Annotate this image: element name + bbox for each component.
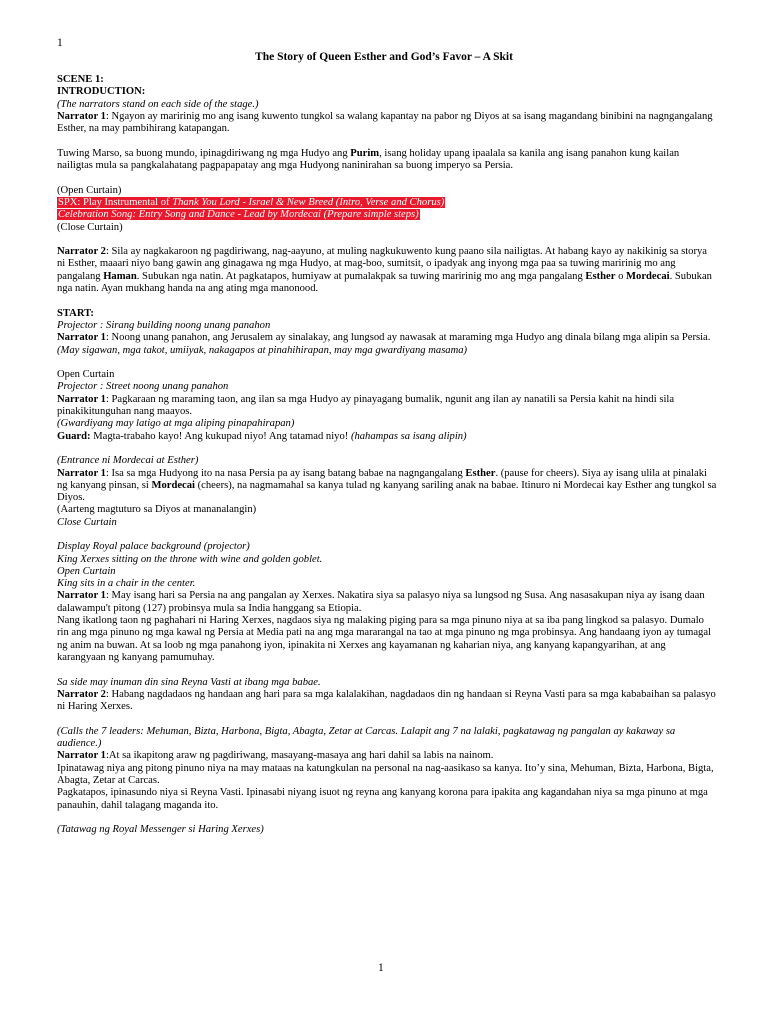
paragraph: Pagkatapos, ipinasundo niya si Reyna Vasti. Ipinasabi niyang isuot ng reyna ang kanyang korona para ipakita ang kagandahan niya sa mga pinuno at mga panauhin, dahil talagang maganda ito.	[57, 787, 708, 811]
paragraph: Narrator 1: Ngayon ay maririnig mo ang isang kuwento tungkol sa walang kapantay na pabor ng Diyos at sa isang magandang binibini na nagngangalang Esther, na may pambihirang katapangan.	[57, 110, 713, 135]
stage-direction: Sa side may inuman din sina Reyna Vasti at ibang mga babae.	[57, 676, 321, 688]
stage-direction: (The narrators stand on each side of the stage.)	[57, 98, 259, 110]
paragraph: Guard: Magta-trabaho kayo! Ang kukupad niyo! Ang tatamad niyo! (hahampas sa isang alipin)	[57, 430, 467, 442]
intro-heading: INTRODUCTION:	[57, 86, 146, 98]
paragraph: Narrator 1: Noong unang panahon, ang Jerusalem ay sinalakay, ang lungsod ay nawasak at maraming mga Hudyo ang dinala bilang mga alipin sa Persia.	[57, 332, 711, 344]
page-number-bottom: 1	[378, 962, 384, 974]
paragraph: Narrator 2: Habang nagdadaos ng handaan ang hari para sa mga kalalakihan, nagdadaos din ng handaan si Reyna Vasti para sa mga kababaihan sa palasyo ni Haring Xerxes.	[57, 688, 716, 713]
speaker-label: Narrator 1	[57, 590, 106, 602]
curtain-cue: (Close Curtain)	[57, 221, 123, 233]
speaker-label: Narrator 1	[57, 750, 106, 762]
curtain-cue: Open Curtain	[57, 565, 116, 577]
paragraph: Narrator 1: May isang hari sa Persia na ang pangalan ay Xerxes. Nakatira siya sa palasyo niya sa lungsod ng Susa. Ang nasasakupan niya ay isang daan dalawampu't pitong (127) probinsya mula sa India hanggang sa Etiopia.	[57, 590, 705, 614]
stage-direction: (Calls the 7 leaders: Mehuman, Bizta, Harbona, Bigta, Abagta, Zetar at Carcas. Lalapit ang 7 na lalaki, pagkatawag ng pangalan ay kakaway sa audience.)	[57, 725, 676, 750]
spx-cue: SPX: Play Instrumental of Thank You Lord - Israel & New Breed (Intro, Verse and Chorus)	[58, 196, 445, 208]
speaker-label: Guard:	[57, 430, 91, 442]
stage-direction: King Xerxes sitting on the throne with wine and golden goblet.	[57, 553, 323, 565]
curtain-cue: Open Curtain	[57, 369, 115, 381]
projector-cue: Projector : Street noong unang panahon	[57, 381, 229, 393]
paragraph: Narrator 1:At sa ikapitong araw ng pagdiriwang, masayang-masaya ang hari dahil sa labis na nainom.	[57, 750, 494, 762]
stage-direction: (Gwardiyang may latigo at mga aliping pinapahirapan)	[57, 418, 295, 430]
curtain-cue: Close Curtain	[57, 516, 117, 528]
speaker-label: Narrator 1	[57, 110, 106, 122]
speaker-label: Narrator 1	[57, 393, 106, 405]
start-heading: START:	[57, 307, 94, 319]
speaker-label: Narrator 1	[57, 332, 106, 344]
stage-direction: (May sigawan, mga takot, umiiyak, nakagapos at pinahihirapan, may mga gwardiyang masama)	[57, 344, 468, 356]
speaker-label: Narrator 2	[57, 688, 106, 700]
paragraph: Tuwing Marso, sa buong mundo, ipinagdiriwang ng mga Hudyo ang Purim, isang holiday upang ipaalala sa kanila ang isang panahon kung kailan nailigtas mula sa pangkalahatang pagpapapatay ang mga Hudyong naninirahan sa buong imperyo sa Persia.	[57, 147, 680, 172]
paragraph: Narrator 2: Sila ay nagkakaroon ng pagdiriwang, nag-aayuno, at muling nagkukuwento kung paano sila nailigtas. At habang kayo ay nakikinig sa storya ni Esther, maaari niyo bang gawin ang ginagawa ng mga Hudyo, at mag-boo, sumitsit, o ipadyak ang inyong mga paa sa tuwing maririnig mo ang pangalang Haman. Subukan nga natin. At pagkatapos, humiyaw at pumalakpak sa tuwing maririnig mo ang mga pangalang Esther o Mordecai. Subukan nga natin. Ayan mukhang handa na ang ating mga manonood.	[57, 246, 712, 295]
document-body	[57, 74, 717, 836]
stage-direction: Display Royal palace background (projector)	[57, 541, 250, 553]
stage-direction: (Entrance ni Mordecai at Esther)	[57, 455, 199, 467]
paragraph: Nang ikatlong taon ng paghahari ni Haring Xerxes, nagdaos siya ng malaking piging para sa mga pinuno niya at sa iba pang lingkod sa palasyo. Dumalo rin ang mga pinuno ng mga kawal ng Persia at Media pati na ang mga mararangal na tao at mga pinuno ng mga probinsya. Ang handaang iyon ay tumagal ng anim na buwan. At sa loob ng mga panahong iyon, ipinakita ni Xerxes ang kayamanan ng kaharian niya, ang kanyang kapangyarihan, at ang karangyaan ng kanyang pamumuhay.	[57, 615, 711, 663]
paragraph: Narrator 1: Isa sa mga Hudyong ito na nasa Persia pa ay isang batang babae na nagngangalang Esther. (pause for cheers). Siya ay isang ulila at pinalaki ng kanyang pinsan, si Mordecai (cheers), na nagmamahal sa kanya tulad ng kanyang sariling anak na babae. Itinuro ni Mordecai kay Esther ang tungkol sa Diyos.	[57, 467, 717, 504]
celebration-cue: Celebration Song: Entry Song and Dance - Lead by Mordecai (Prepare simple steps)	[58, 209, 419, 221]
page-number-top: 1	[57, 37, 63, 49]
speaker-label: Narrator 2	[57, 246, 106, 258]
projector-cue: Projector : Sirang building noong unang panahon	[57, 319, 271, 331]
stage-direction: (Aarteng magtuturo sa Diyos at mananalangin)	[57, 504, 257, 516]
stage-direction: King sits in a chair in the center.	[57, 578, 196, 590]
paragraph: Ipinatawag niya ang pitong pinuno niya na may mataas na katungkulan na personal na nag-aasikaso sa kanya. Ito’y sina, Mehuman, Bizta, Harbona, Bigta, Abagta, Zetar at Carcas.	[57, 762, 714, 786]
scene-heading: SCENE 1:	[57, 74, 104, 85]
stage-direction: (Tatawag ng Royal Messenger si Haring Xerxes)	[57, 824, 264, 836]
paragraph: Narrator 1: Pagkaraan ng maraming taon, ang ilan sa mga Hudyo ay pinayagang bumalik, ngunit ang ilan ay nanatili sa Persia kahit na hindi sila pinakikitunguhan nang maayos.	[57, 393, 675, 418]
document-title: The Story of Queen Esther and God’s Favor – A Skit	[255, 51, 513, 63]
speaker-label: Narrator 1	[57, 467, 106, 479]
curtain-cue: (Open Curtain)	[57, 184, 122, 196]
